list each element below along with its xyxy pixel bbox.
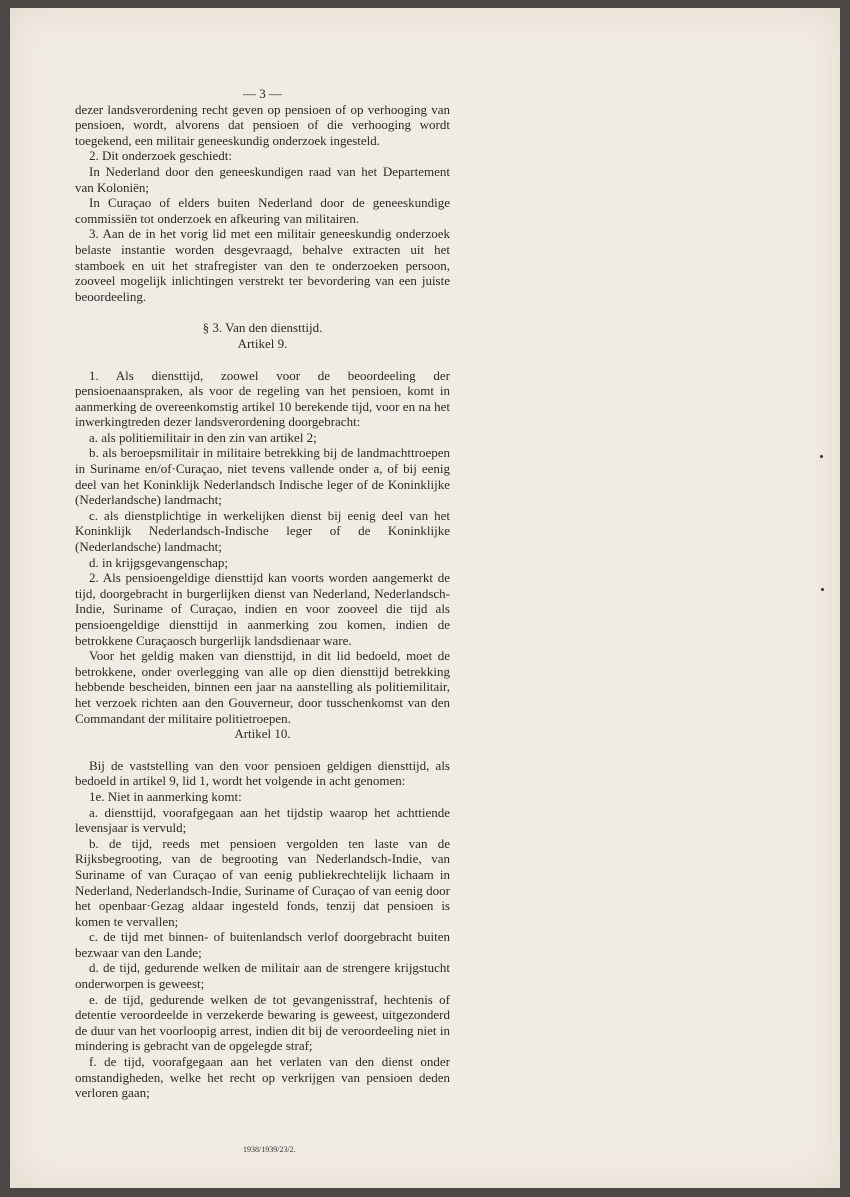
paragraph: In Curaçao of elders buiten Nederland door de geneeskundige commissiën tot onderzoek en afkeuring van militairen. <box>75 195 450 226</box>
paragraph: 3. Aan de in het vorig lid met een militair geneeskundig onderzoek belaste instantie worden desgevraagd, behalve extracten uit het stamboek en uit het strafregister van den te onderzoeken persoon, zooveel mogelijk inlichtingen verstrekt ter bevordering van een juiste beoordeeling. <box>75 226 450 304</box>
section-heading: § 3. Van den diensttijd. <box>202 320 323 336</box>
article-10-heading: Artikel 10. <box>234 726 291 742</box>
article-10-paragraph: 1e. Niet in aanmerking komt: <box>89 788 242 804</box>
article-10-paragraph: a. diensttijd, voorafgegaan aan het tijdstip waarop het achttiende levensjaar is vervuld; <box>75 804 450 836</box>
page-number: — 3 — <box>243 86 282 101</box>
article-10-paragraph: d. de tijd, gedurende welken de militair aan de strengere krijgstucht onderworpen is geweest; <box>75 960 450 992</box>
article-9-paragraph: 2. Als pensioengeldige diensttijd kan voorts worden aangemerkt de tijd, doorgebracht in burgerlijken dienst van Nederland, Nederlandsch-Indie, Suriname of Curaçao, indien en voor zooveel die tijd als pensioengeldige diensttijd in aanmerking zou komen, indien de betrokkene Curaçaosch burgerlijk landsdienaar ware. <box>75 570 450 648</box>
speck-mark <box>821 588 824 591</box>
article-9-paragraph: 1. Als diensttijd, zoowel voor de beoordeeling der pensioenaanspraken, als voor de regeling van het pensioen, komt in aanmerking de overeenkomstig artikel 10 berekende tijd, voor en na het inwerkingtreden dezer landsverordening doorgebracht: <box>75 367 450 430</box>
document-body <box>75 86 450 1101</box>
article-9-heading: Artikel 9. <box>237 335 288 351</box>
article-9-paragraph: a. als politiemilitair in den zin van artikel 2; <box>89 429 317 445</box>
footer-code: 1938/1939/23/2. <box>243 1145 296 1154</box>
paragraph: dezer landsverordening recht geven op pensioen of op verhooging van pensioen, wordt, alvorens dat pensioen of die verhooging wordt toegekend, een militair geneeskundig onderzoek ingesteld. <box>75 101 450 148</box>
article-9-paragraph: c. als dienstplichtige in werkelijken dienst bij eenig deel van het Koninklijk Nederlandsch-Indische leger of de Koninklijke (Nederlandsche) landmacht; <box>75 507 450 555</box>
article-10-paragraph: f. de tijd, voorafgegaan aan het verlaten van den dienst onder omstandigheden, welke het recht op verkrijgen van pensioen deden verloren gaan; <box>75 1054 450 1101</box>
speck-mark <box>820 455 823 458</box>
article-9-paragraph: b. als beroepsmilitair in militaire betrekking bij de landmachttroepen in Suriname en/of·Curaçao, niet tevens vallende onder a, of bij eenig deel van het Koninklijk Nederlandsch Indische leger of de Koninklijke (Nederlandsche) landmacht; <box>75 445 450 508</box>
article-10-paragraph: c. de tijd met binnen- of buitenlandsch verlof doorgebracht buiten bezwaar van den Lande; <box>75 929 450 960</box>
article-10-paragraph: e. de tijd, gedurende welken de tot gevangenisstraf, hechtenis of detentie veroordeelde in verzekerde bewaring is geweest, uitgezonderd de duur van het voorloopig arrest, indien dit bij de veroordeeling niet in mindering is gebracht van de opgelegde straf; <box>75 991 450 1054</box>
article-9-paragraph: Voor het geldig maken van diensttijd, in dit lid bedoeld, moet de betrokkene, onder overlegging van alle op dien diensttijd betrekking hebbende bescheiden, binnen een jaar na aanstelling als politiemilitair, het verzoek richten aan den Gouverneur, door tusschenkomst van den Commandant der militaire politietroepen. <box>75 648 450 726</box>
article-10-paragraph: Bij de vaststelling van den voor pensioen geldigen diensttijd, als bedoeld in artikel 9, lid 1, wordt het volgende in acht genomen: <box>75 757 450 789</box>
paragraph: 2. Dit onderzoek geschiedt: <box>89 148 232 164</box>
paragraph: In Nederland door den geneeskundigen raad van het Departement van Koloniën; <box>75 163 450 195</box>
article-9-paragraph: d. in krijgsgevangenschap; <box>89 554 228 570</box>
article-10-paragraph: b. de tijd, reeds met pensioen vergolden ten laste van de Rijksbegrooting, van de begrooting van Nederlandsch-Indie, van Suriname of van Curaçao of van eenig publiekrechtelijk lichaam in Nederland, Nederlandsch-Indie, Suriname of Curaçao of van eenig door het openbaar·Gezag aldaar ingesteld fonds, tenzij dat pensioen is komen te vervallen; <box>75 835 450 929</box>
